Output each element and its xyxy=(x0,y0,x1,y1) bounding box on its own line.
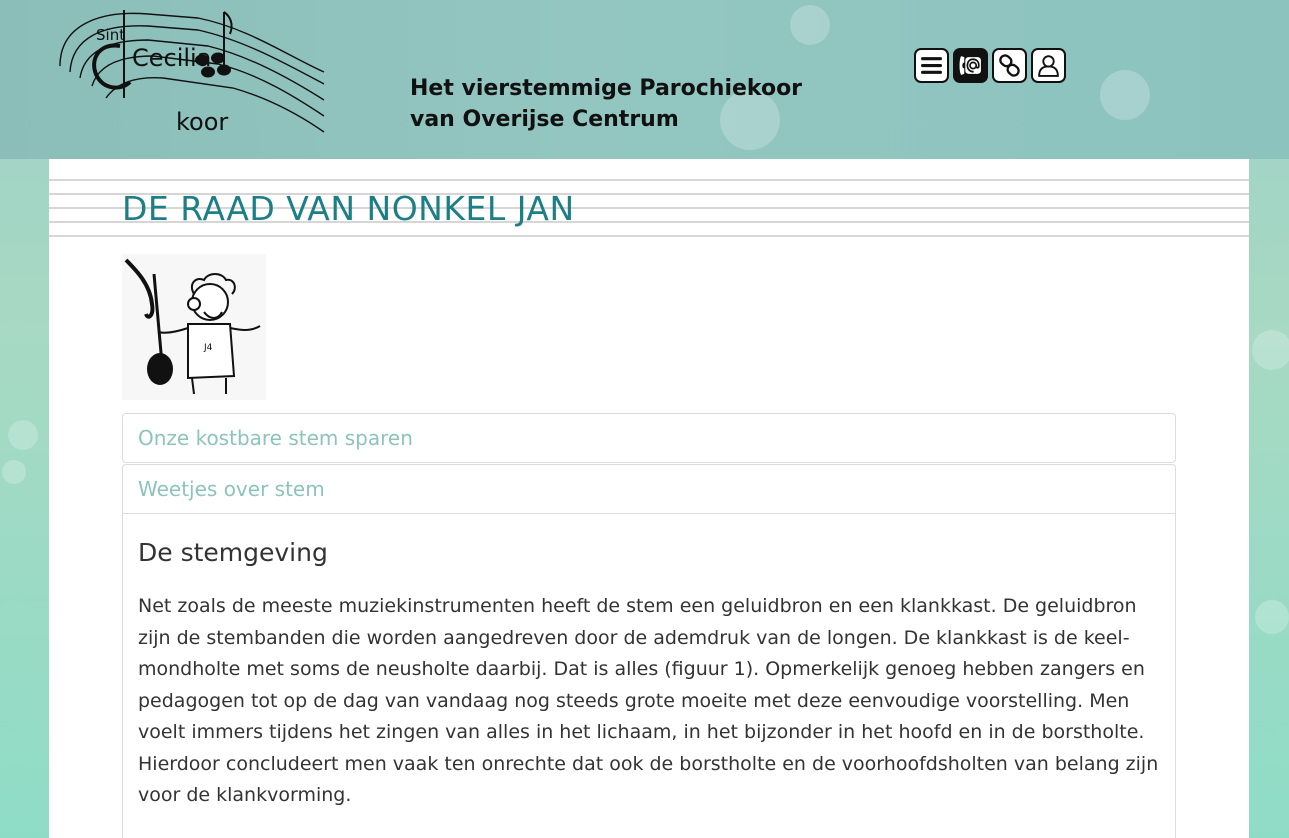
contact-button[interactable] xyxy=(953,48,988,83)
background-bokeh xyxy=(2,460,26,484)
logo-word-cecilia: Cecilia xyxy=(132,44,212,72)
accordion-panel xyxy=(122,464,1176,838)
user-icon xyxy=(1036,53,1061,78)
tagline-line-2: van Overijse Centrum xyxy=(410,107,679,132)
contact-icon xyxy=(958,53,983,78)
accordion-header-stem-sparen[interactable]: Onze kostbare stem sparen xyxy=(138,426,413,450)
accordion-body xyxy=(123,513,1175,812)
background-bokeh xyxy=(8,420,38,450)
header-icon-bar xyxy=(914,48,1066,83)
header-bokeh xyxy=(1100,70,1150,120)
accordion-panel xyxy=(122,413,1176,463)
menu-button[interactable] xyxy=(914,48,949,83)
background-bokeh xyxy=(1255,600,1289,634)
header-bokeh xyxy=(790,5,830,45)
logo-word-koor: koor xyxy=(176,108,229,136)
nonkel-jan-illustration xyxy=(122,254,266,400)
logo-word-sint: Sint xyxy=(96,26,126,44)
tagline-line-1: Het vierstemmige Parochiekoor xyxy=(410,76,803,101)
menu-icon xyxy=(919,53,944,78)
accordion-header-weetjes[interactable]: Weetjes over stem xyxy=(138,477,325,501)
section-title: De stemgeving xyxy=(138,538,328,567)
body-paragraph: Net zoals de meeste muziekinstrumenten heeft de stem een geluidbron en een klankkast. De geluidbron zijn de stembanden die worden aangedreven door de ademdruk van de longen. De klankkast is de keel-mondholte met soms de neusholte daarbij. Dat is alles (figuur 1). Opmerkelijk genoeg hebben zangers en pedagogen tot op de dag van vandaag nog steeds grote moeite met deze eenvoudige voorstelling. Men voelt immers tijdens het zingen van alles in het lichaam, in het bijzonder in het hoofd en in de borstholte. Hierdoor concludeert men vaak ten onrechte dat ook de borstholte en de voorhoofdsholten van belang zijn voor de klankvorming. xyxy=(138,595,1159,806)
link-icon xyxy=(997,53,1022,78)
login-button[interactable] xyxy=(1031,48,1066,83)
main-content xyxy=(49,159,1249,838)
links-button[interactable] xyxy=(992,48,1027,83)
background-bokeh xyxy=(1252,330,1289,370)
svg-text:J4: J4 xyxy=(204,343,213,353)
choir-logo-graphic xyxy=(58,6,328,138)
site-header xyxy=(0,0,1289,159)
tagline xyxy=(410,73,802,135)
page-title: DE RAAD VAN NONKEL JAN xyxy=(122,189,575,228)
choir-logo[interactable] xyxy=(58,6,328,138)
